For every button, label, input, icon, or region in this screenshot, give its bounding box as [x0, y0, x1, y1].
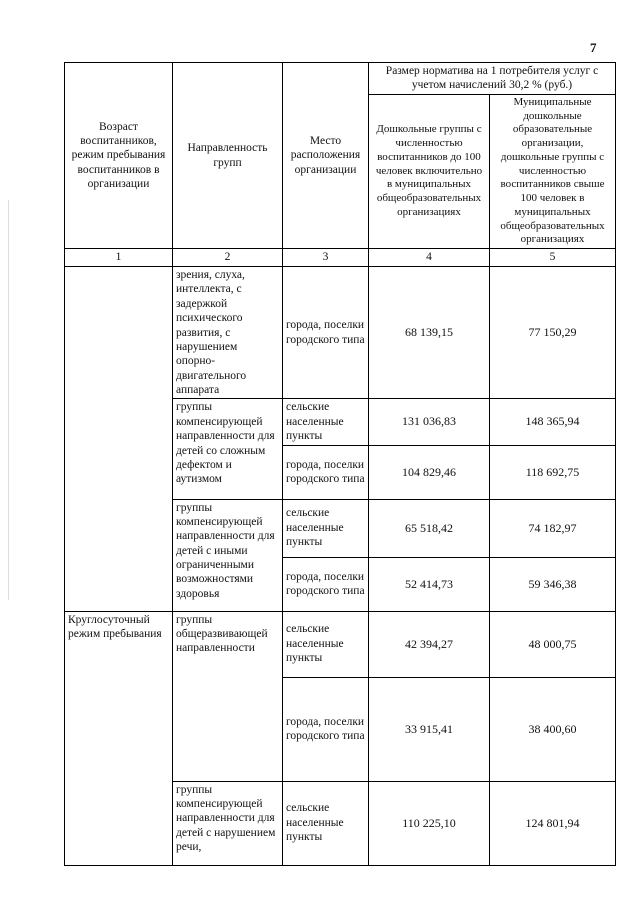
column-number: 4: [369, 249, 490, 267]
group-focus-cell: зрения, слуха, интеллекта, с задержкой психического развития, с нарушением опорно-двигательного аппарата: [173, 267, 283, 399]
scan-edge: [8, 200, 9, 600]
column-number-row: [65, 249, 616, 267]
header-small-groups: Дошкольные группы с численностью воспитанников до 100 человек включительно в муниципальных общеобразовательных организациях: [369, 94, 490, 248]
norm-value-large: 59 346,38: [490, 557, 616, 611]
location-cell: города, поселки городского типа: [283, 557, 369, 611]
age-regime-cell: Круглосуточный режим пребывания: [65, 611, 173, 865]
column-number: 1: [65, 249, 173, 267]
header-norm-size: Размер норматива на 1 потребителя услуг с учетом начислений 30,2 % (руб.): [369, 63, 616, 95]
norm-value-small: 104 829,46: [369, 445, 490, 499]
location-cell: сельские населенные пункты: [283, 781, 369, 865]
header-age-regime: Возраст воспитанников, режим пребывания воспитанников в организации: [65, 63, 173, 249]
header-group-focus: Направленность групп: [173, 63, 283, 249]
norm-value-small: 52 414,73: [369, 557, 490, 611]
group-focus-cell: группы компенсирующей направленности для детей с нарушением речи,: [173, 781, 283, 865]
norm-value-large: 77 150,29: [490, 267, 616, 399]
norm-value-large: 74 182,97: [490, 499, 616, 557]
table-row: [65, 267, 616, 399]
location-cell: сельские населенные пункты: [283, 499, 369, 557]
column-number: 3: [283, 249, 369, 267]
norm-value-small: 68 139,15: [369, 267, 490, 399]
group-focus-cell: группы компенсирующей направленности для детей со сложным дефектом и аутизмом: [173, 399, 283, 499]
location-cell: города, поселки городского типа: [283, 677, 369, 781]
age-regime-cell: [65, 267, 173, 612]
norm-value-large: 118 692,75: [490, 445, 616, 499]
norm-value-small: 65 518,42: [369, 499, 490, 557]
column-number: 2: [173, 249, 283, 267]
location-cell: города, поселки городского типа: [283, 445, 369, 499]
norm-value-small: 33 915,41: [369, 677, 490, 781]
header-large-orgs: Муниципальные дошкольные образовательные организации, дошкольные группы с численностью воспитанников свыше 100 человек в муниципальных общеобразовательных организациях: [490, 94, 616, 248]
norm-value-small: 42 394,27: [369, 611, 490, 677]
location-cell: сельские населенные пункты: [283, 611, 369, 677]
page-number: 7: [590, 40, 597, 55]
location-cell: сельские населенные пункты: [283, 399, 369, 445]
header-row-1: [65, 63, 616, 95]
norm-value-small: 131 036,83: [369, 399, 490, 445]
header-location: Место расположения организации: [283, 63, 369, 249]
location-cell: города, поселки городского типа: [283, 267, 369, 399]
group-focus-cell: группы компенсирующей направленности для детей с иными ограниченными возможностями здоровья: [173, 499, 283, 611]
norm-value-large: 38 400,60: [490, 677, 616, 781]
norm-value-large: 124 801,94: [490, 781, 616, 865]
column-number: 5: [490, 249, 616, 267]
group-focus-cell: группы общеразвивающей направленности: [173, 611, 283, 781]
norm-value-small: 110 225,10: [369, 781, 490, 865]
norm-value-large: 48 000,75: [490, 611, 616, 677]
table-row: [65, 611, 616, 677]
normative-table: [64, 62, 616, 866]
norm-value-large: 148 365,94: [490, 399, 616, 445]
